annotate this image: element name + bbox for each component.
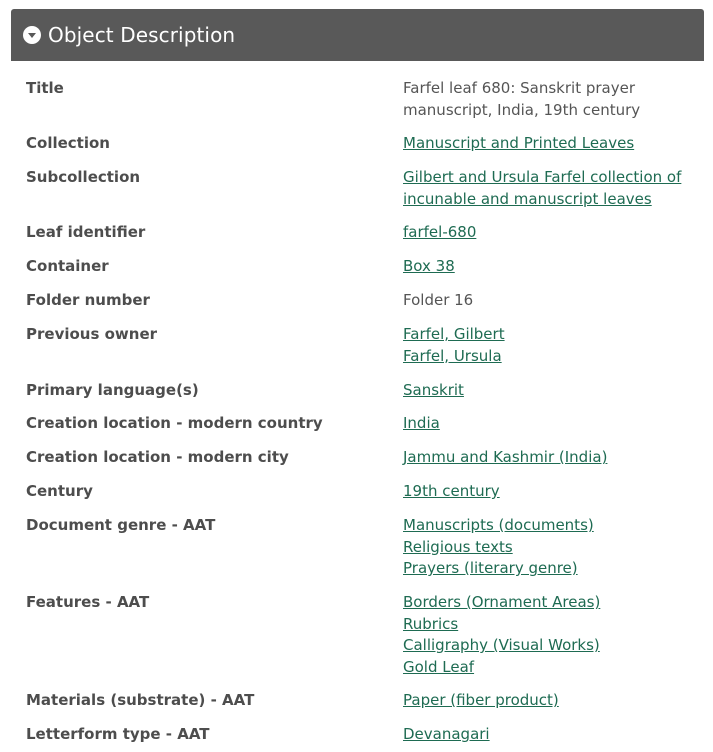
field-label: Letterform type - AAT [26, 725, 210, 743]
genre-link[interactable]: Prayers (literary genre) [403, 559, 578, 577]
country-link[interactable]: India [403, 414, 440, 432]
field-label: Features - AAT [26, 593, 150, 611]
subcollection-link[interactable]: Gilbert and Ursula Farfel collection of incunable and manuscript leaves [403, 168, 682, 208]
field-label: Creation location - modern country [26, 414, 323, 432]
object-description-header[interactable] [11, 9, 704, 61]
field-value [403, 447, 703, 469]
language-link[interactable]: Sanskrit [403, 381, 464, 399]
field-label: Primary language(s) [26, 381, 199, 399]
panel-title: Object Description [48, 23, 236, 47]
field-label: Century [26, 482, 93, 500]
field-value [403, 78, 703, 121]
field-label: Subcollection [26, 168, 141, 186]
field-value-text: Folder 16 [403, 291, 474, 309]
field-label: Previous owner [26, 325, 158, 343]
field-label: Leaf identifier [26, 223, 146, 241]
field-value [403, 413, 703, 435]
previous-owner-link[interactable]: Farfel, Ursula [403, 346, 502, 365]
field-value [403, 724, 703, 746]
field-value-text: Farfel leaf 680: Sanskrit prayer manuscript, India, 19th century [403, 79, 641, 119]
container-link[interactable]: Box 38 [403, 257, 455, 275]
chevron-down-circle-icon[interactable] [23, 26, 41, 44]
century-link[interactable]: 19th century [403, 482, 500, 500]
genre-link[interactable]: Manuscripts (documents) [403, 516, 594, 534]
field-value [403, 592, 703, 678]
feature-link[interactable]: Calligraphy (Visual Works) [403, 636, 600, 654]
city-link[interactable]: Jammu and Kashmir (India) [403, 448, 608, 466]
field-value [403, 324, 703, 367]
field-label: Collection [26, 134, 110, 152]
genre-link[interactable]: Religious texts [403, 537, 513, 556]
materials-link[interactable]: Paper (fiber product) [403, 691, 559, 709]
field-value [403, 133, 703, 155]
field-value [403, 256, 703, 278]
feature-link[interactable]: Rubrics [403, 614, 459, 633]
field-label: Title [26, 79, 64, 97]
field-value [403, 167, 703, 210]
field-label: Creation location - modern city [26, 448, 289, 466]
field-value [403, 690, 703, 712]
field-label: Materials (substrate) - AAT [26, 691, 255, 709]
previous-owner-link[interactable]: Farfel, Gilbert [403, 325, 505, 343]
feature-link[interactable]: Gold Leaf [403, 657, 475, 676]
field-label: Document genre - AAT [26, 516, 216, 534]
feature-link[interactable]: Borders (Ornament Areas) [403, 593, 601, 611]
field-value [403, 481, 703, 503]
field-label: Container [26, 257, 109, 275]
field-value [403, 222, 703, 244]
field-value [403, 290, 703, 312]
field-label: Folder number [26, 291, 150, 309]
collection-link[interactable]: Manuscript and Printed Leaves [403, 134, 635, 152]
field-value [403, 380, 703, 402]
leaf-identifier-link[interactable]: farfel-680 [403, 223, 477, 241]
field-value [403, 515, 703, 580]
letterform-link[interactable]: Devanagari [403, 725, 490, 743]
